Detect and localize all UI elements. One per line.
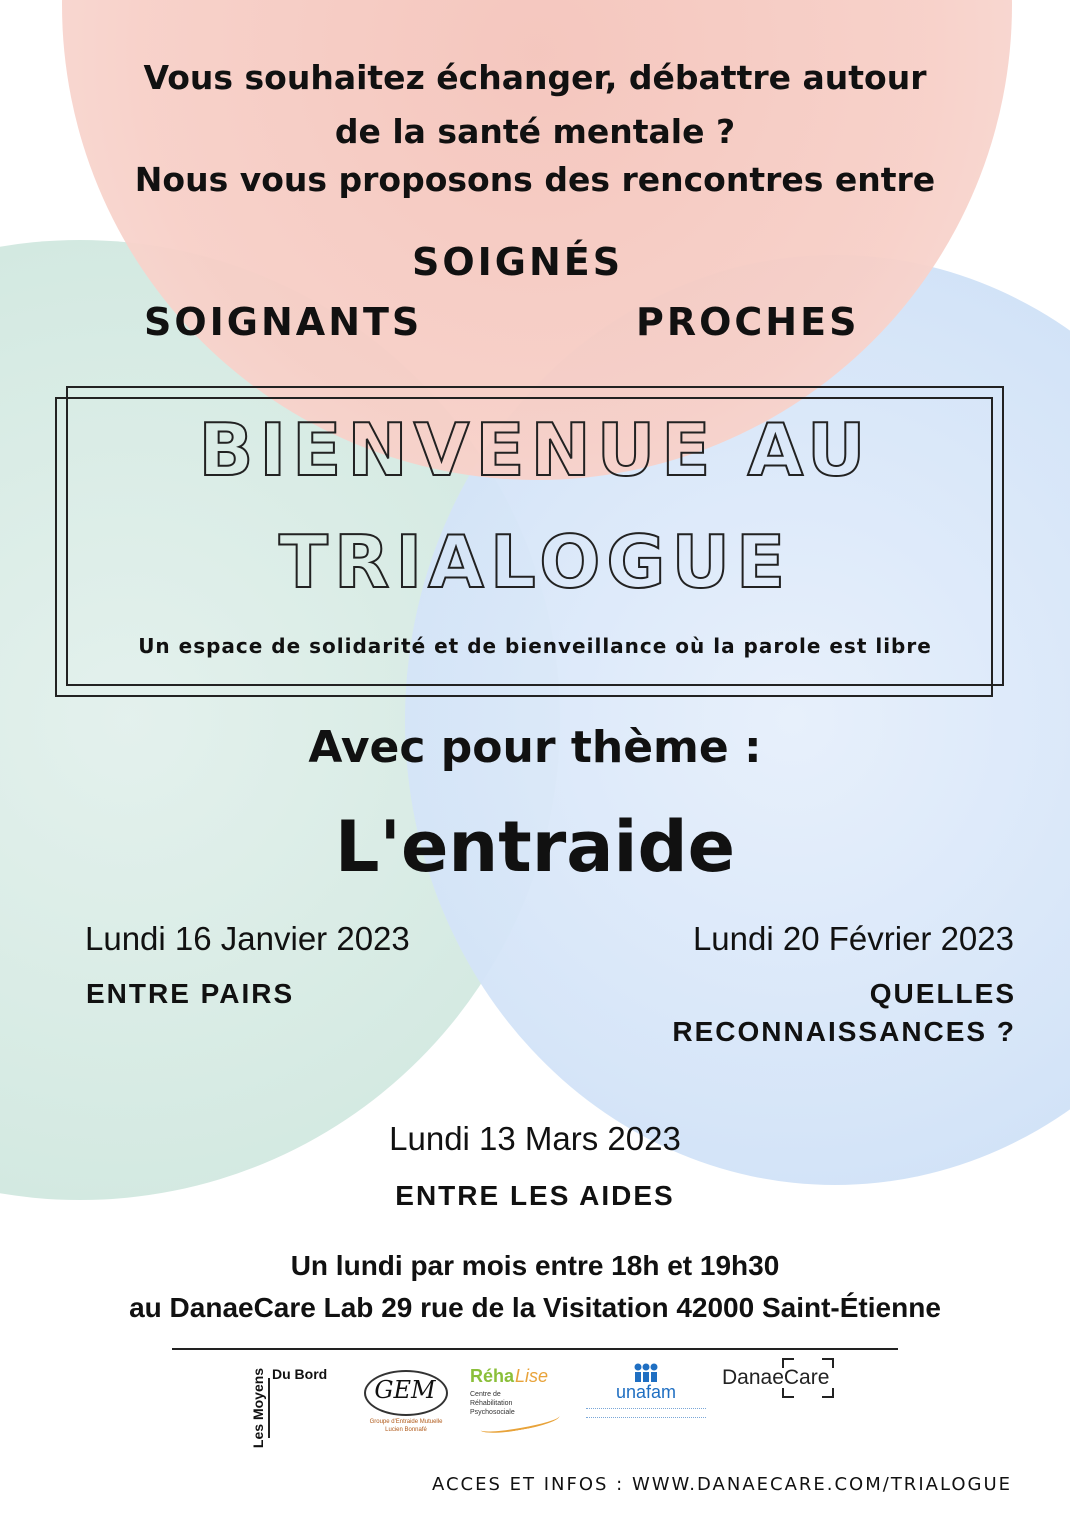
logo-rehalise-a: Réha [470,1366,515,1386]
session-1-topic: ENTRE PAIRS [86,978,295,1009]
group-soignes: SOIGNÉS [412,240,624,284]
logo-rehalise-b: Lise [515,1366,549,1386]
intro-line-2: de la santé mentale ? [334,112,736,151]
session-3-topic: ENTRE LES AIDES [395,1180,675,1211]
logo-moyens-text: Les Moyens [250,1367,267,1449]
group-soignants: SOIGNANTS [144,300,423,344]
session-1-date: Lundi 16 Janvier 2023 [85,920,410,957]
logo-rehalise-caption: Centre de Réhabilitation Psychosociale [470,1391,515,1416]
logo-gem-text: GEM [374,1376,436,1404]
logo-danaecare-text: DanaeCare [722,1366,830,1389]
session-2-topic-line-1: QUELLES [869,978,1016,1009]
theme-label: Avec pour thème : [308,722,762,773]
session-2-date: Lundi 20 Février 2023 [692,920,1014,957]
schedule-line-1: Un lundi par mois entre 18h et 19h30 [290,1250,780,1281]
intro-line-3: Nous vous proposons des rencontres entre [134,160,936,199]
logo-du-bord-text: Du Bord [272,1366,328,1382]
logo-gem [362,1368,450,1438]
session-3-date: Lundi 13 Mars 2023 [389,1120,681,1157]
intro-line-1: Vous souhaitez échanger, débattre autour [143,58,927,97]
welcome-title-line-2: TRIALOGUE [278,520,792,604]
logo-divider-line [268,1378,270,1438]
logo-danaecare [720,1356,840,1400]
welcome-subtitle: Un espace de solidarité et de bienveillance où la parole est libre [138,634,932,658]
logo-unafam-caption-lines [586,1408,706,1418]
group-proches: PROCHES [636,300,860,344]
footer-divider [172,1348,898,1350]
logo-les-moyens-du-bord [248,1360,338,1455]
logo-gem-caption: Groupe d'Entraide Mutuelle Lucien Bonnafé [369,1419,443,1433]
logo-rehalise [470,1366,560,1436]
logo-unafam [584,1362,708,1422]
session-2-topic-line-2: RECONNAISSANCES ? [672,1016,1016,1047]
welcome-title-line-1: BIENVENUE AU [198,408,872,492]
schedule-line-2: au DanaeCare Lab 29 rue de la Visitation 42000 Saint-Étienne [129,1292,941,1323]
logo-unafam-text: unafam [615,1382,677,1402]
footer-info: ACCES ET INFOS : WWW.DANAECARE.COM/TRIALOGUE [431,1474,1012,1495]
theme-title: L'entraide [334,806,736,888]
unafam-people-icon [584,1362,708,1384]
